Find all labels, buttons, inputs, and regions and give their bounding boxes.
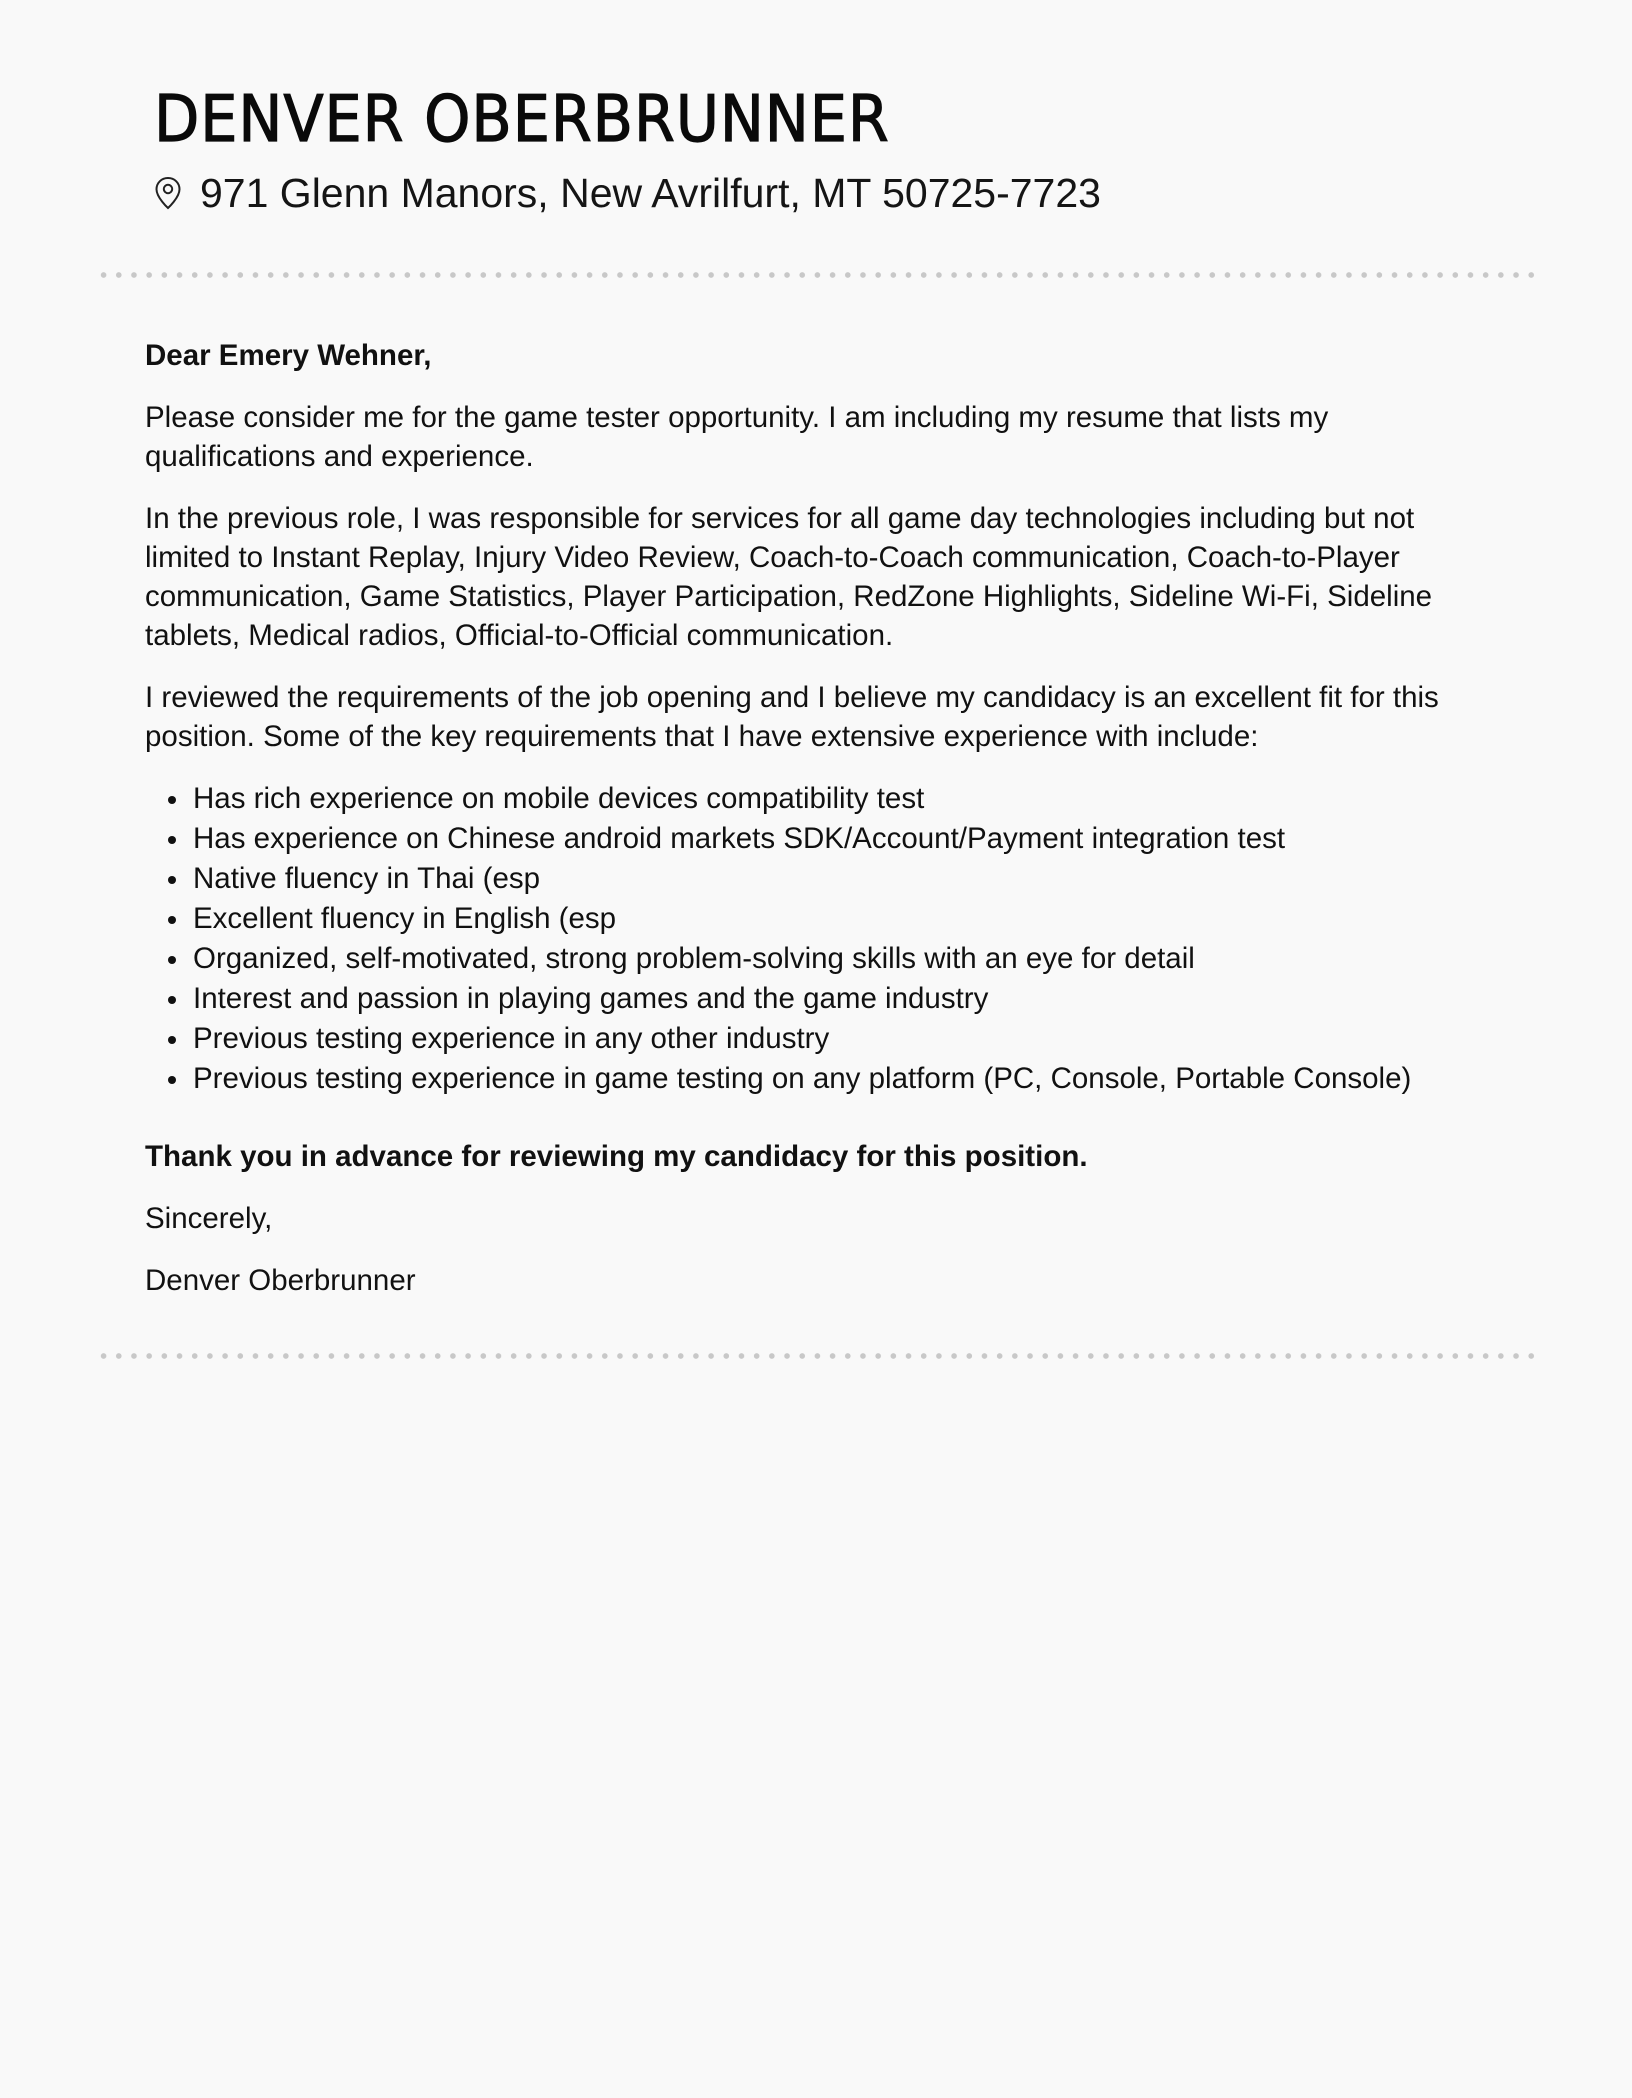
- list-item: Has experience on Chinese android markets SDK/Account/Payment integration test: [145, 819, 1495, 859]
- signoff: Sincerely,: [145, 1202, 273, 1235]
- list-item: Previous testing experience in game testing on any platform (PC, Console, Portable Console): [145, 1059, 1495, 1099]
- list-item: Native fluency in Thai (esp: [145, 859, 1495, 899]
- list-item: Organized, self-motivated, strong problem-solving skills with an eye for detail: [145, 939, 1495, 979]
- map-pin-icon: [154, 176, 182, 210]
- top-dotted-divider: [96, 272, 1536, 278]
- applicant-name: DENVER OBERBRUNNER: [154, 83, 890, 157]
- requirements-intro-paragraph: I reviewed the requirements of the job opening and I believe my candidacy is an excellent fit for this position. Some of the key requirements that I have extensive experience with include:: [145, 681, 1439, 753]
- letter-header: [154, 78, 1101, 218]
- requirements-list: [145, 779, 1495, 1099]
- experience-paragraph: In the previous role, I was responsible for services for all game day technologies including but not limited to Instant Replay, Injury Video Review, Coach-to-Coach communication, Coach-to-Player communication, Game Statistics, Player Participation, RedZone Highlights, Sideline Wi-Fi, Sideline tablets, Medical radios, Official-to-Official communication.: [145, 502, 1433, 652]
- closing-statement: Thank you in advance for reviewing my candidacy for this position.: [145, 1140, 1088, 1173]
- signature-name: Denver Oberbrunner: [145, 1264, 416, 1297]
- intro-paragraph: Please consider me for the game tester opportunity. I am including my resume that lists my qualifications and experience.: [145, 401, 1329, 473]
- address-row: [154, 168, 1101, 218]
- bottom-dotted-divider: [96, 1353, 1536, 1359]
- list-item: Interest and passion in playing games and the game industry: [145, 979, 1495, 1019]
- list-item: Previous testing experience in any other industry: [145, 1019, 1495, 1059]
- greeting: Dear Emery Wehner,: [145, 339, 432, 372]
- list-item: Excellent fluency in English (esp: [145, 899, 1495, 939]
- letter-body: [145, 336, 1495, 1323]
- applicant-address: 971 Glenn Manors, New Avrilfurt, MT 50725-7723: [200, 170, 1101, 216]
- list-item: Has rich experience on mobile devices compatibility test: [145, 779, 1495, 819]
